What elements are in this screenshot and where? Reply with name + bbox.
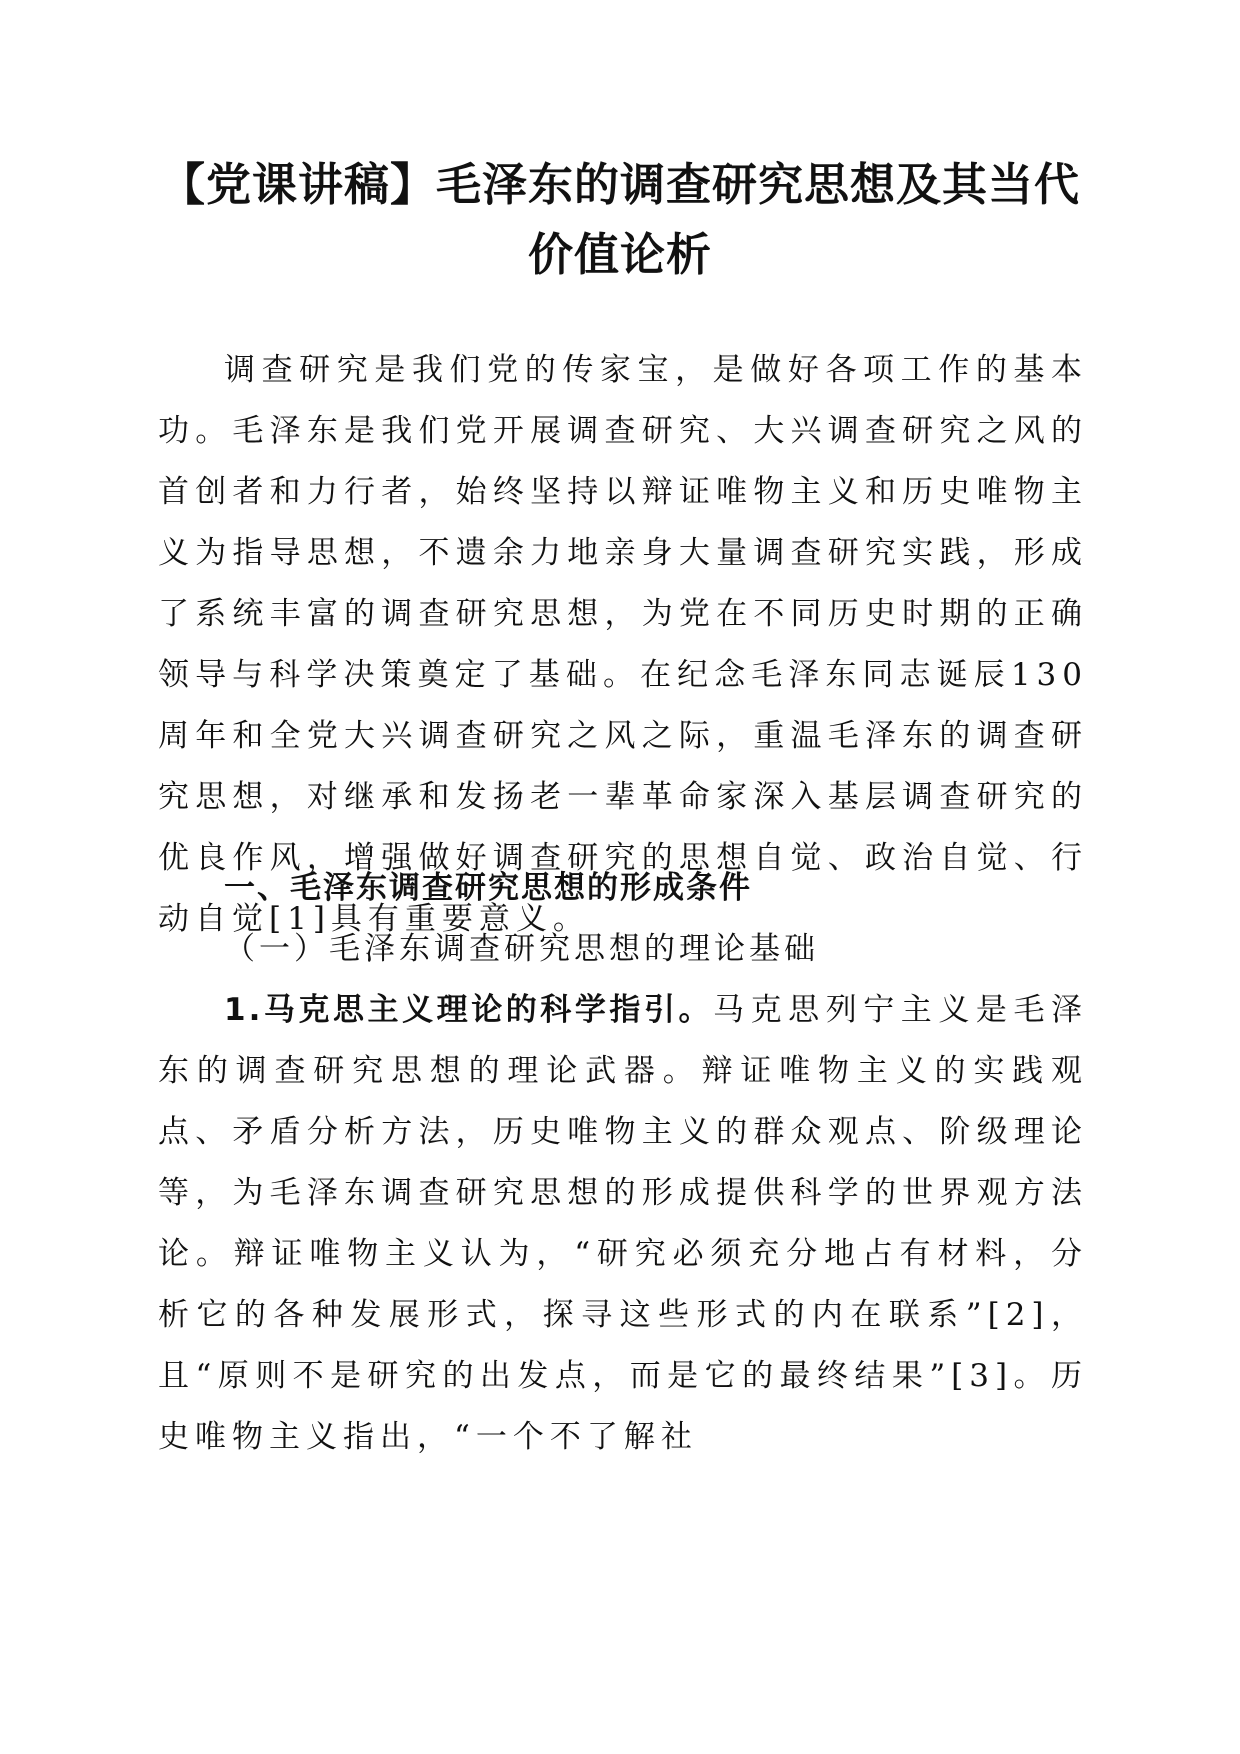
subsection-heading: （一）毛泽东调查研究思想的理论基础: [224, 931, 819, 967]
intro-paragraph: 调查研究是我们党的传家宝，是做好各项工作的基本功。毛泽东是我们党开展调查研究、大兴调查研究之风的首创者和力行者，始终坚持以辩证唯物主义和历史唯物主义为指导思想，不遗余力地亲身大量调查研究实践，形成了系统丰富的调查研究思想，为党在不同历史时期的正确领导与科学决策奠定了基础。在纪念毛泽东同志诞辰130周年和全党大兴调查研究之风之际，重温毛泽东的调查研究思想，对继承和发扬老一辈革命家深入基层调查研究的优良作风，增强做好调查研究的思想自觉、政治自觉、行动自觉[1]具有重要意义。: [158, 352, 1088, 937]
document-title: 【党课讲稿】毛泽东的调查研究思想及其当代价值论析: [159, 158, 1080, 281]
section-heading: 一、毛泽东调查研究思想的形成条件: [224, 870, 752, 906]
point-paragraph: [158, 980, 1088, 1468]
point-lead: 1.马克思主义理论的科学指引。: [224, 992, 714, 1028]
point-body: 马克思列宁主义是毛泽东的调查研究思想的理论武器。辩证唯物主义的实践观点、矛盾分析方法，历史唯物主义的群众观点、阶级理论等，为毛泽东调查研究思想的形成提供科学的世界观方法论。辩证唯物主义认为，“研究必须充分地占有材料，分析它的各种发展形式，探寻这些形式的内在联系”[2]，且“原则不是研究的出发点，而是它的最终结果”[3]。历史唯物主义指出，“一个不了解社: [158, 992, 1088, 1455]
